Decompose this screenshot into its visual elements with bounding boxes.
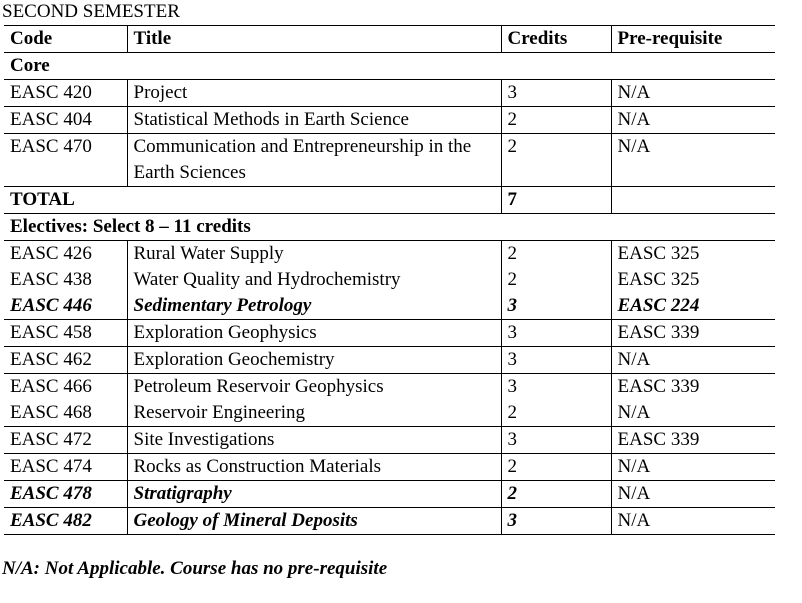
course-title: Water Quality and Hydrochemistry	[127, 267, 501, 293]
course-code: EASC 438	[10, 269, 92, 290]
course-title: Communication and Entrepreneurship in the Earth Sciences	[127, 134, 501, 187]
course-credits: 2	[501, 481, 611, 508]
section-core-row	[4, 53, 775, 80]
course-code: EASC 482	[4, 508, 127, 535]
course-title: Stratigraphy	[127, 481, 501, 508]
course-prerequisite: N/A	[611, 481, 775, 508]
table-row	[4, 107, 775, 134]
course-prerequisite: EASC 339	[611, 374, 775, 401]
course-title: Sedimentary Petrology	[127, 293, 501, 320]
table-row	[4, 134, 775, 187]
section-electives-row	[4, 214, 775, 241]
course-title: Exploration Geophysics	[127, 320, 501, 347]
course-prerequisite: EASC 224	[611, 293, 775, 320]
course-credits: 3	[501, 320, 611, 347]
course-title: Site Investigations	[127, 427, 501, 454]
header-prerequisite: Pre-requisite	[611, 26, 775, 53]
course-credits: 2	[501, 454, 611, 481]
total-label: TOTAL	[4, 187, 501, 214]
course-prerequisite: N/A	[611, 454, 775, 481]
table-row	[4, 374, 775, 401]
course-prerequisite: N/A	[611, 400, 775, 427]
section-electives-label: Electives: Select 8 – 11 credits	[4, 214, 775, 241]
total-row	[4, 187, 775, 214]
course-code: EASC 472	[4, 427, 127, 454]
course-title: Petroleum Reservoir Geophysics	[127, 374, 501, 401]
course-title: Rural Water Supply	[127, 241, 501, 268]
table-row	[4, 347, 775, 374]
course-code: EASC 426	[4, 241, 127, 268]
course-code: EASC 470	[4, 134, 127, 187]
course-title: Exploration Geochemistry	[127, 347, 501, 374]
table-row	[4, 481, 775, 508]
course-title: Reservoir Engineering	[127, 400, 501, 427]
footnote: N/A: Not Applicable. Course has no pre-requisite	[2, 558, 388, 579]
table-row	[4, 80, 775, 107]
table-row	[4, 427, 775, 454]
course-prerequisite: N/A	[611, 107, 775, 134]
course-credits: 2	[501, 267, 611, 293]
course-code: EASC 420	[4, 80, 127, 107]
section-core-label: Core	[4, 53, 775, 80]
course-credits: 3	[501, 347, 611, 374]
course-credits: 3	[501, 374, 611, 401]
page-heading: SECOND SEMESTER	[2, 1, 180, 22]
course-prerequisite: EASC 339	[611, 320, 775, 347]
table-row	[4, 400, 775, 427]
course-code: EASC 468	[10, 402, 92, 423]
course-table	[4, 25, 775, 535]
course-credits: 2	[501, 134, 611, 187]
course-code: EASC 478	[4, 481, 127, 508]
table-row	[4, 293, 775, 320]
course-credits: 3	[501, 508, 611, 535]
course-code: EASC 462	[4, 347, 127, 374]
course-credits: 2	[501, 107, 611, 134]
course-title: Rocks as Construction Materials	[127, 454, 501, 481]
total-credits: 7	[501, 187, 611, 214]
course-prerequisite: EASC 325	[611, 267, 775, 293]
course-prerequisite: N/A	[611, 134, 775, 187]
course-credits: 3	[501, 427, 611, 454]
course-code: EASC 458	[4, 320, 127, 347]
course-code: EASC 446	[10, 295, 92, 316]
course-code: EASC 474	[4, 454, 127, 481]
header-code: Code	[4, 26, 127, 53]
table-row	[4, 508, 775, 535]
table-row	[4, 320, 775, 347]
total-empty	[611, 187, 775, 214]
table-row	[4, 241, 775, 268]
course-credits: 2	[501, 241, 611, 268]
table-row	[4, 267, 775, 293]
course-credits: 3	[501, 293, 611, 320]
table-row	[4, 454, 775, 481]
course-credits: 3	[501, 80, 611, 107]
course-credits: 2	[501, 400, 611, 427]
course-prerequisite: N/A	[611, 80, 775, 107]
course-prerequisite: EASC 325	[611, 241, 775, 268]
header-title: Title	[127, 26, 501, 53]
header-credits: Credits	[501, 26, 611, 53]
course-title: Geology of Mineral Deposits	[127, 508, 501, 535]
course-code: EASC 404	[4, 107, 127, 134]
course-code: EASC 466	[4, 374, 127, 401]
course-prerequisite: N/A	[611, 347, 775, 374]
course-prerequisite: EASC 339	[611, 427, 775, 454]
table-header-row	[4, 26, 775, 53]
course-prerequisite: N/A	[611, 508, 775, 535]
course-title: Statistical Methods in Earth Science	[127, 107, 501, 134]
course-title: Project	[127, 80, 501, 107]
